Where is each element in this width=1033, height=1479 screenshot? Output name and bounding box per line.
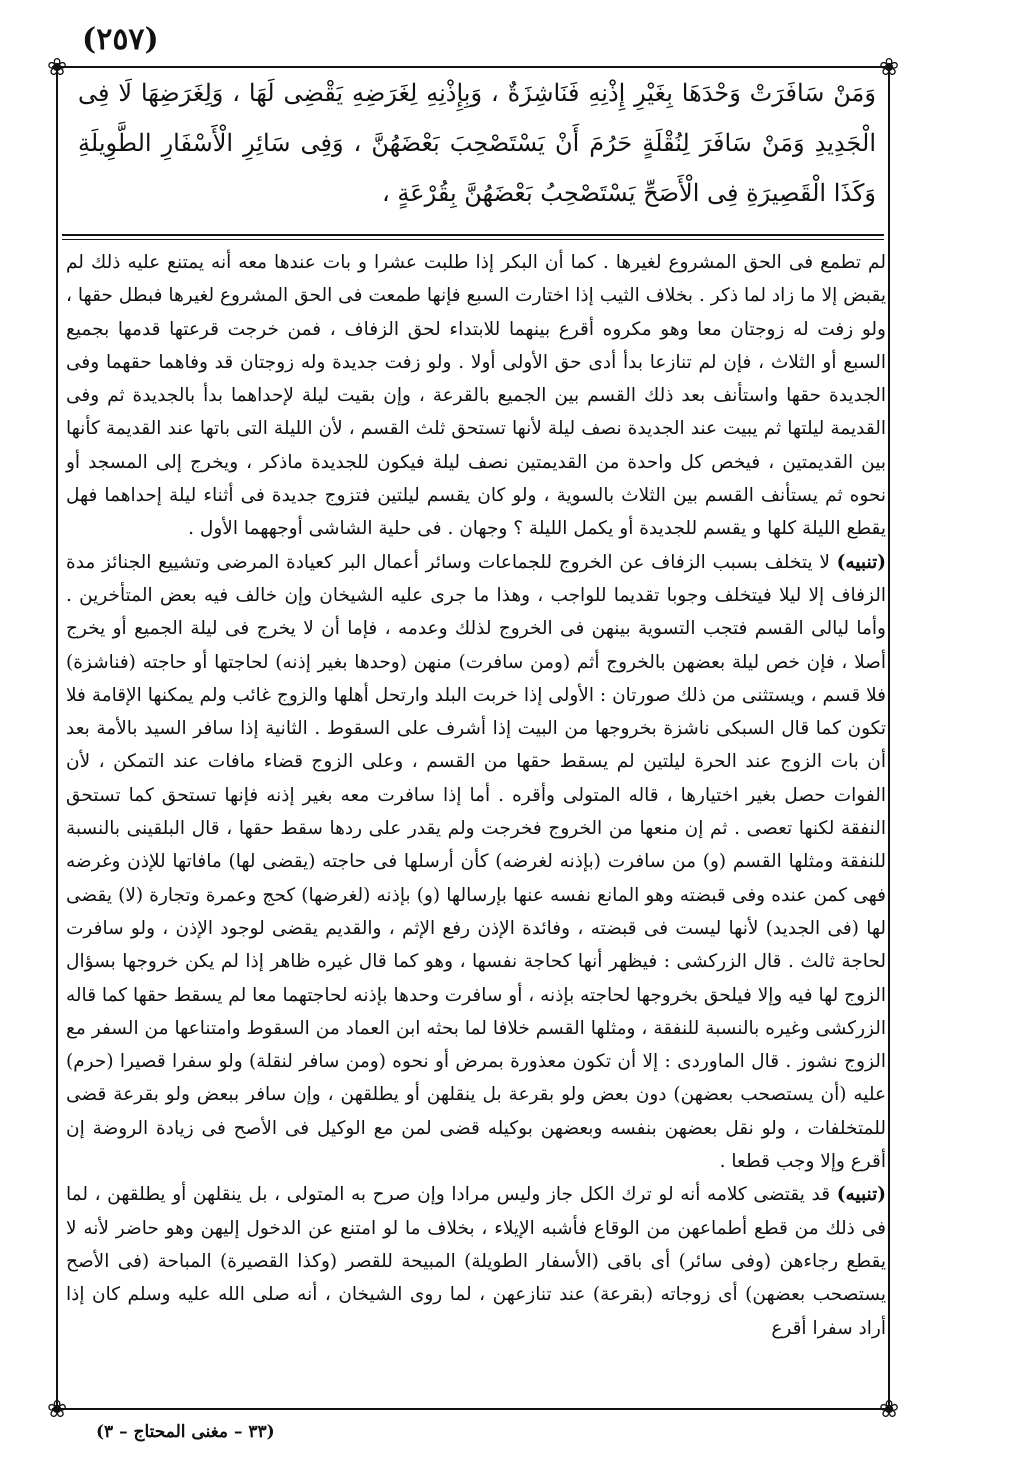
tanbih-label: (تنبيه) bbox=[836, 551, 886, 573]
section-divider bbox=[62, 239, 884, 240]
tanbih-label: (تنبيه) bbox=[836, 1184, 887, 1206]
sharh-text bbox=[66, 246, 886, 1345]
matn-text bbox=[78, 68, 876, 218]
corner-ornament-icon: ❀ bbox=[46, 1395, 68, 1423]
left-border bbox=[56, 66, 58, 1410]
sharh-paragraph-text: لم تطمع فى الحق المشروع لغيرها . كما أن البكر إذا طلبت عشرا و بات عندها معه أنه يمتنع عليه ذلك لم يقبض إلا ما زاد لما ذكر . بخلاف الثيب إذا اختارت السبع فإنها طمعت فى الحق المشروع لغيرها فبطل حقها ، ولو زفت له زوجتان معا وهو مكروه أقرع بينهما للابتداء لحق الزفاف ، فمن خرجت قرعتها قدمها بجميع السبع أو الثلاث ، فإن لم تنازعا بدأ أدى حق الأولى أولا . ولو زفت جديدة وله زوجتان قد وفاهما حقهما وفى الجديدة حقها واستأنف بعد ذلك القسم بين الجميع بالقرعة ، وإن بقيت ليلة لإحداهما بدأ بالجديدة ثم وفى القديمة ليلتها ثم يبيت عند الجديدة نصف ليلة لأنها تستحق ثلث القسم ، لأن الليلة التى باتها عند القديمة كأنها بين القديمتين ، فيخص كل واحدة من القديمتين نصف ليلة فيكون للجديدة ماذكر ، ويخرج إلى المسجد أو نحوه ثم يستأنف القسم بين الثلاث بالسوية ، ولو كان يقسم ليلتين فتزوج جديدة فى أثناء ليلة إحداهما فهل يقطع الليلة كلها و يقسم للجديدة أو يكمل الليلة ؟ وجهان . فى حلية الشاشى أوجههما الأول . bbox=[66, 252, 886, 540]
section-divider bbox=[62, 234, 884, 236]
sharh-paragraph-text: لا يتخلف بسبب الزفاف عن الخروج للجماعات وسائر أعمال البر كعيادة المرضى وتشييع الجنائز مدة الزفاف إلا ليلا فيتخلف وجوبا تقديما للواجب ، وهذا ما جرى عليه الشيخان وإن خالف فيه بعض المتأخرين . وأما ليالى القسم فتجب التسوية بينهن فى الخروج لذلك وعدمه ، فإما أن لا يخرج فى ليلة الجميع أو يخرج أصلا ، فإن خص ليلة بعضهن بالخروج أثم (ومن سافرت) منهن (وحدها بغير إذنه) لحاجتها أو حاجته (فناشزة) فلا قسم ، ويستثنى من ذلك صورتان : الأولى إذا خربت البلد وارتحل أهلها والزوج غائب ولم يمكنها الإقامة فلا تكون كما قال السبكى ناشزة بخروجها من البيت إذا أشرف على السقوط . الثانية إذا سافر السيد بالأمة بعد أن بات الزوج عند الحرة ليلتين لم يسقط حقها من القسم ، وعلى الزوج قضاء مافات عند التمكن ، لأن الفوات حصل بغير اختيارها ، قاله المتولى وأقره . أما إذا سافرت معه بغير إذنه فإنها تستحق كما تستحق النفقة لكنها تعصى . ثم إن منعها من الخروج فخرجت ولم يقدر على ردها سقط حقها ، قال البلقينى بالنسبة للنفقة ومثلها القسم (و) من سافرت (بإذنه لغرضه) كأن أرسلها فى حاجته (يقضى لها) مافاتها للإذن وغرضه فهى كمن عنده وفى قبضته وهو المانع نفسه عنها بإرسالها (و) بإذنه (لغرضها) كحج وعمرة وتجارة (لا) يقضى لها (فى الجديد) لأنها ليست فى قبضته ، وفائدة الإذن رفع الإثم ، والقديم يقضى لوجود الإذن ، ولو سافرت لحاجة ثالث . قال الزركشى : فيظهر أنها كحاجة نفسها ، وهو كما قال غيره ظاهر إذا لم يكن خروجها بسؤال الزوج لها فيه وإلا فيلحق بخروجها لحاجته بإذنه ، أو سافرت وحدها بإذنه لحاجتهما معا لم يسقط حقها كما قاله الزركشى وغيره بالنسبة للنفقة ، ومثلها القسم خلافا لما بحثه ابن العماد من السقوط وامتناعها من السفر مع الزوج نشوز . قال الماوردى : إلا أن تكون معذورة بمرض أو نحوه (ومن سافر لنقلة) ولو سفرا قصيرا (حرم) عليه (أن يستصحب بعضهن) دون بعض ولو بقرعة بل ينقلهن أو يطلقهن ، وإن سافر ببعض ولو بقرعة قضى للمتخلفات ، ولو نقل بعضهن بنفسه وبعضهن بوكيله قضى لمن مع الوكيل فى الأصح فى زيادة الروضة إن أقرع وإلا وجب قطعا . bbox=[66, 551, 886, 1173]
corner-ornament-icon: ❀ bbox=[878, 1395, 900, 1423]
corner-ornament-icon: ❀ bbox=[46, 53, 68, 81]
sharh-paragraph bbox=[66, 1178, 886, 1344]
sharh-paragraph bbox=[66, 246, 886, 546]
sharh-paragraph-text: قد يقتضى كلامه أنه لو ترك الكل جاز وليس مرادا وإن صرح به المتولى ، بل ينقلهن أو يطلقهن ، لما فى ذلك من قطع أطماعهن من الوقاع فأشبه الإيلاء ، بخلاف ما لو امتنع عن الدخول إليهن وهو حاضر لأنه لا يقطع رجاءهن (وفى سائر) أى باقى (الأسفار الطويلة) المبيحة للقصر (وكذا القصيرة) المباحة (فى الأصح يستصحب بعضهن) أى زوجاته (بقرعة) عند تنازعهن ، لما روى الشيخان ، أنه صلى الله عليه وسلم كان إذا أراد سفرا أقرع bbox=[66, 1184, 886, 1339]
corner-ornament-icon: ❀ bbox=[878, 53, 900, 81]
footer-signature: (٣٣ – مغنى المحتاج – ٣) bbox=[96, 1422, 275, 1442]
bottom-border bbox=[52, 1408, 892, 1410]
sharh-paragraph bbox=[66, 546, 886, 1179]
page-number: (٢٥٧) bbox=[82, 22, 159, 57]
matn-paragraph: وَمَنْ سَافَرَتْ وَحْدَهَا بِغَيْرِ إِذْنِهِ فَنَاشِزَةٌ ، وَبِإِذْنِهِ لِغَرَضِهِ يَقْضِى لَهَا ، وَلِغَرَضِهَا لَا فِى الْجَدِيدِ وَمَنْ سَافَرَ لِنُقْلَةٍ حَرُمَ أَنْ يَسْتَصْحِبَ بَعْضَهُنَّ ، وَفِى سَائِرِ الْأَسْفَارِ الطَّوِيلَةِ وَكَذَا الْقَصِيرَةِ فِى الْأَصَحِّ يَسْتَصْحِبُ بَعْضَهُنَّ بِقُرْعَةٍ ، bbox=[78, 79, 876, 207]
right-border bbox=[888, 66, 890, 1410]
